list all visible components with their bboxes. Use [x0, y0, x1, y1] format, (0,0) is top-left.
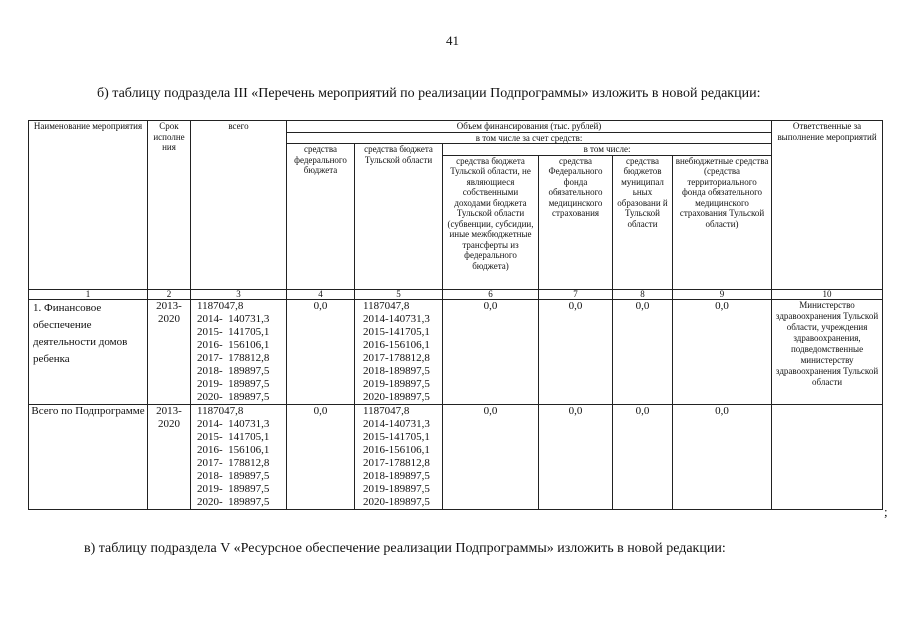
header-regional-including: в том числе:: [443, 144, 772, 156]
row-responsible: Министерство здравоохранения Тульской области, учреждения здравоохранения, подведомственные министерству здравоохранения Тульской области: [772, 299, 883, 404]
col-num-7: 7: [539, 289, 613, 299]
regional-2014: 2014-140731,3: [363, 417, 430, 430]
col-num-3: 3: [191, 289, 287, 299]
regional-2015: 2015-141705,1: [363, 430, 430, 443]
total-2019: 2019- 189897,5: [197, 377, 270, 390]
regional-2016: 2016-156106,1: [363, 443, 430, 456]
row-regional-own: 0,0: [443, 299, 539, 404]
row-name: Всего по Подпрограмме: [29, 404, 148, 509]
row-term: 2013-2020: [148, 299, 191, 404]
total-2020: 2020- 189897,5: [197, 390, 270, 403]
regional-2017: 2017-178812,8: [363, 351, 430, 364]
table-row: [29, 404, 883, 509]
activities-table: [28, 120, 883, 510]
row-responsible: [772, 404, 883, 509]
header-total: всего: [191, 121, 287, 290]
row-term: 2013-2020: [148, 404, 191, 509]
col-num-8: 8: [613, 289, 673, 299]
row-total: [191, 299, 287, 404]
table-row: [29, 299, 883, 404]
row-federal: 0,0: [287, 404, 355, 509]
row-extrabudget: 0,0: [673, 299, 772, 404]
regional-2020: 2020-189897,5: [363, 390, 430, 403]
total-2018: 2018- 189897,5: [197, 469, 270, 482]
header-responsible: Ответственные за выполнение мероприятий: [772, 121, 883, 290]
total-2016: 2016- 156106,1: [197, 338, 270, 351]
row-name: 1. Финансовое обеспечение деятельности домов ребенка: [29, 299, 148, 404]
total-2020: 2020- 189897,5: [197, 495, 270, 508]
header-regional-own: средства бюджета Тульской области, не являющиеся собственными доходами бюджета Тульской области (субвенции, субсидии, иные межбюджетные трансферты из федерального бюджета): [443, 155, 539, 289]
regional-2020: 2020-189897,5: [363, 495, 430, 508]
row-ffoms: 0,0: [539, 404, 613, 509]
header-ffoms: средства Федерального фонда обязательного медицинского страхования: [539, 155, 613, 289]
row-regional: [355, 299, 443, 404]
col-num-1: 1: [29, 289, 148, 299]
header-including: в том числе за счет средств:: [287, 132, 772, 144]
total-value: 1187047,8: [197, 404, 244, 417]
page-number: 41: [446, 33, 459, 48]
regional-2019: 2019-189897,5: [363, 377, 430, 390]
total-2014: 2014- 140731,3: [197, 312, 270, 325]
intro-paragraph: б) таблицу подраздела III «Перечень мероприятий по реализации Подпрограммы» изложить в новой редакции:: [97, 86, 761, 101]
row-total: [191, 404, 287, 509]
total-value: 1187047,8: [197, 299, 244, 312]
regional-value: 1187047,8: [363, 404, 410, 417]
row-municipal: 0,0: [613, 404, 673, 509]
row-regional-own: 0,0: [443, 404, 539, 509]
header-municipal: средства бюджетов муниципал ьных образовани й Тульской области: [613, 155, 673, 289]
col-num-4: 4: [287, 289, 355, 299]
col-num-9: 9: [673, 289, 772, 299]
regional-2016: 2016-156106,1: [363, 338, 430, 351]
total-2014: 2014- 140731,3: [197, 417, 270, 430]
regional-2015: 2015-141705,1: [363, 325, 430, 338]
row-extrabudget: 0,0: [673, 404, 772, 509]
total-2019: 2019- 189897,5: [197, 482, 270, 495]
col-num-5: 5: [355, 289, 443, 299]
regional-value: 1187047,8: [363, 299, 410, 312]
header-regional: средства бюджета Тульской области: [355, 144, 443, 290]
trailing-semicolon: ;: [884, 504, 888, 519]
col-num-10: 10: [772, 289, 883, 299]
header-financing: Объем финансирования (тыс. рублей): [287, 121, 772, 133]
regional-2018: 2018-189897,5: [363, 469, 430, 482]
total-2017: 2017- 178812,8: [197, 456, 270, 469]
regional-2017: 2017-178812,8: [363, 456, 430, 469]
header-extrabudget: внебюджетные средства (средства территориального фонда обязательного медицинского страхования Тульской области): [673, 155, 772, 289]
row-regional: [355, 404, 443, 509]
total-2018: 2018- 189897,5: [197, 364, 270, 377]
header-term: Срок исполне ния: [148, 121, 191, 290]
col-num-2: 2: [148, 289, 191, 299]
total-2016: 2016- 156106,1: [197, 443, 270, 456]
row-ffoms: 0,0: [539, 299, 613, 404]
col-num-6: 6: [443, 289, 539, 299]
outro-paragraph: в) таблицу подраздела V «Ресурсное обеспечение реализации Подпрограммы» изложить в новой редакции:: [84, 541, 726, 556]
header-federal: средства федерального бюджета: [287, 144, 355, 290]
total-2015: 2015- 141705,1: [197, 430, 270, 443]
total-2015: 2015- 141705,1: [197, 325, 270, 338]
regional-2018: 2018-189897,5: [363, 364, 430, 377]
regional-2014: 2014-140731,3: [363, 312, 430, 325]
row-municipal: 0,0: [613, 299, 673, 404]
regional-2019: 2019-189897,5: [363, 482, 430, 495]
header-name: Наименование мероприятия: [29, 121, 148, 290]
row-federal: 0,0: [287, 299, 355, 404]
total-2017: 2017- 178812,8: [197, 351, 270, 364]
